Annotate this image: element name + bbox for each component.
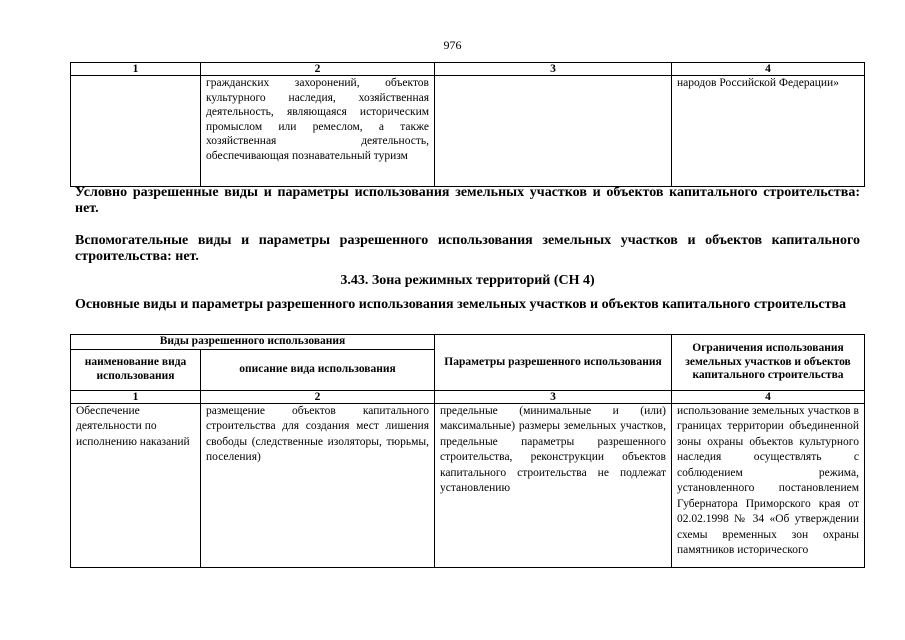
use-params-cell: предельные (минимальные и (или) максимальные) размеры земельных участков, предельные параметры разрешенного строительства, реконструкции объектов капитального строительства не подлежат установлению xyxy=(435,403,672,567)
table-cell: гражданских захоронений, объектов культурного наследия, хозяйственная деятельность, являющаяся историческим промыслом или ремеслом, а также хозяйственная деятельность, обеспечивающая познавательный туризм xyxy=(201,76,435,187)
column-number: 2 xyxy=(201,63,435,76)
auxiliary-uses-heading: Вспомогательные виды и параметры разрешенного использования земельных участков и объектов капитального строительства: нет. xyxy=(75,233,860,264)
table-row xyxy=(71,76,865,187)
description-header: описание вида использования xyxy=(201,349,435,390)
continuation-table xyxy=(70,62,865,187)
conditional-uses-heading: Условно разрешенные виды и параметры использования земельных участков и объектов капитального строительства: нет. xyxy=(75,185,860,216)
limits-header: Ограничения использования земельных участков и объектов капитального строительства xyxy=(672,335,865,391)
use-limits-cell: использование земельных участков в границах территории объединенной зоны охраны объектов культурного наследия осуществлять с соблюдением режима, установленного постановлением Губернатора Приморского края от 02.02.1998 № 34 «Об утверждении схемы временных зон охраны памятников исторического xyxy=(672,403,865,567)
use-description-cell: размещение объектов капитального строительства для создания мест лишения свободы (следственные изоляторы, тюрьмы, поселения) xyxy=(201,403,435,567)
table-cell: народов Российской Федерации» xyxy=(672,76,865,187)
column-number: 3 xyxy=(435,390,672,403)
group-header: Виды разрешенного использования xyxy=(71,335,435,350)
uses-table xyxy=(70,334,865,568)
main-uses-heading: Основные виды и параметры разрешенного использования земельных участков и объектов капитального строительства xyxy=(75,297,847,312)
column-number: 2 xyxy=(201,390,435,403)
table-header-row xyxy=(71,63,865,76)
table-cell xyxy=(71,76,201,187)
zone-title: 3.43. Зона режимных территорий (СН 4) xyxy=(340,273,595,288)
table-cell xyxy=(435,76,672,187)
column-number: 4 xyxy=(672,390,865,403)
column-number: 4 xyxy=(672,63,865,76)
column-number: 1 xyxy=(71,390,201,403)
column-number-row xyxy=(71,390,865,403)
column-number: 1 xyxy=(71,63,201,76)
use-name-cell: Обеспечение деятельности по исполнению наказаний xyxy=(71,403,201,567)
params-header: Параметры разрешенного использования xyxy=(435,335,672,391)
name-header: наименование вида использования xyxy=(71,349,201,390)
page-number: 976 xyxy=(443,38,462,52)
table-row xyxy=(71,403,865,567)
column-number: 3 xyxy=(435,63,672,76)
